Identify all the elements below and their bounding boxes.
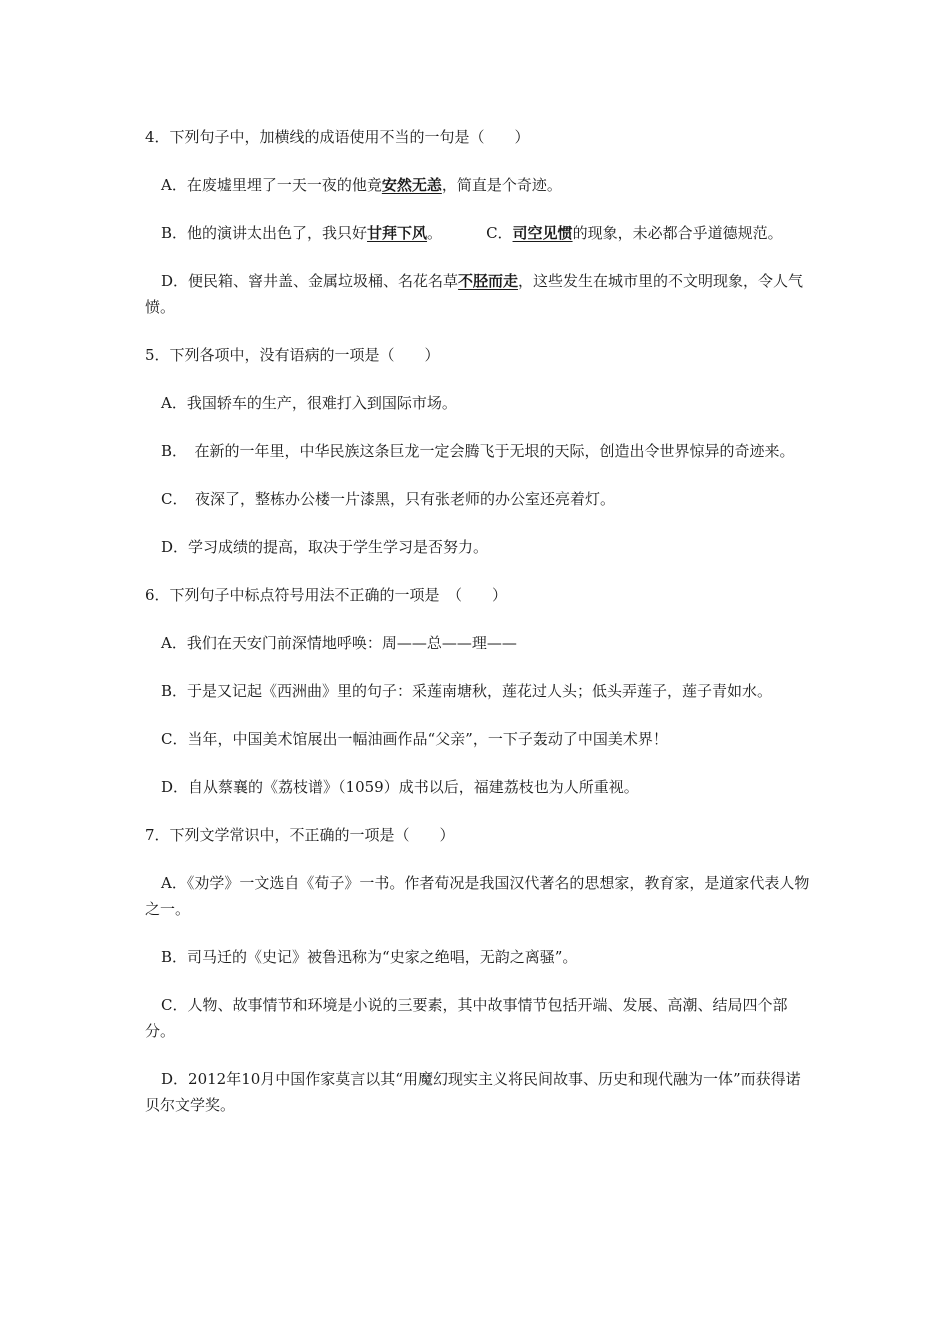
underlined-idiom: 司空见惯 <box>512 224 573 242</box>
underlined-idiom: 甘拜下风 <box>367 224 428 242</box>
question-6-option-b: B．于是又记起《西洲曲》里的句子：采莲南塘秋，莲花过人头；低头弄莲子，莲子青如水。 <box>161 682 773 700</box>
question-list <box>145 124 810 1140</box>
option-text: D．便民箱、窨井盖、金属垃圾桶、名花名草 <box>161 272 459 290</box>
question-6-option-a: A．我们在天安门前深情地呼唤：周——总——理—— <box>161 634 517 652</box>
underlined-idiom: 不胫而走 <box>458 272 519 290</box>
question-6-option-d: D．自从蔡襄的《荔枝谱》（1059）成书以后，福建荔枝也为人所重视。 <box>161 778 639 796</box>
option-text: ，简直是个奇迹。 <box>441 176 562 194</box>
question-6-stem: 6．下列句子中标点符号用法不正确的一项是 （ ） <box>145 586 508 604</box>
question-5-stem: 5．下列各项中，没有语病的一项是（ ） <box>145 346 440 364</box>
question-7-option-b: B．司马迁的《史记》被鲁迅称为“史家之绝唱，无韵之离骚”。 <box>161 948 578 966</box>
question-5-option-c: C． 夜深了，整栋办公楼一片漆黑，只有张老师的办公室还亮着灯。 <box>161 490 615 508</box>
question-4-option-bc <box>145 220 810 246</box>
underlined-idiom: 安然无恙 <box>381 176 442 194</box>
question-5-option-a: A．我国轿车的生产，很难打入到国际市场。 <box>161 394 457 412</box>
option-text: A．在废墟里埋了一天一夜的他竟 <box>161 176 382 194</box>
question-4-stem: 4．下列句子中，加横线的成语使用不当的一句是（ ） <box>145 128 530 146</box>
question-6-option-c: C．当年，中国美术馆展出一幅油画作品“父亲”，一下子轰动了中国美术界！ <box>161 730 668 748</box>
option-text: ，这些发生在城市里的不文明现象，令人气愤。 <box>145 272 804 316</box>
option-text: B．他的演讲太出色了，我只好 <box>161 224 368 242</box>
option-text: 的现象，未必都合乎道德规范。 <box>572 224 783 242</box>
question-4-option-d <box>145 268 810 320</box>
question-5-option-b: B． 在新的一年里，中华民族这条巨龙一定会腾飞于无垠的天际，创造出令世界惊异的奇迹来。 <box>161 442 795 460</box>
question-7-option-d: D．2012年10月中国作家莫言以其“用魔幻现实主义将民间故事、历史和现代融为一体”而获得诺贝尔文学奖。 <box>145 1070 801 1114</box>
option-text: 。 <box>427 224 443 242</box>
option-text: C． <box>486 224 513 242</box>
question-7-stem: 7．下列文学常识中，不正确的一项是（ ） <box>145 826 455 844</box>
question-5-option-d: D．学习成绩的提高，取决于学生学习是否努力。 <box>161 538 489 556</box>
question-7-option-c: C．人物、故事情节和环境是小说的三要素，其中故事情节包括开端、发展、高潮、结局四个部分。 <box>145 996 788 1040</box>
question-7-option-a: A．《劝学》一文选自《荀子》一书。作者荀况是我国汉代著名的思想家，教育家，是道家代表人物之一。 <box>145 874 810 918</box>
question-4-option-a <box>145 172 810 198</box>
